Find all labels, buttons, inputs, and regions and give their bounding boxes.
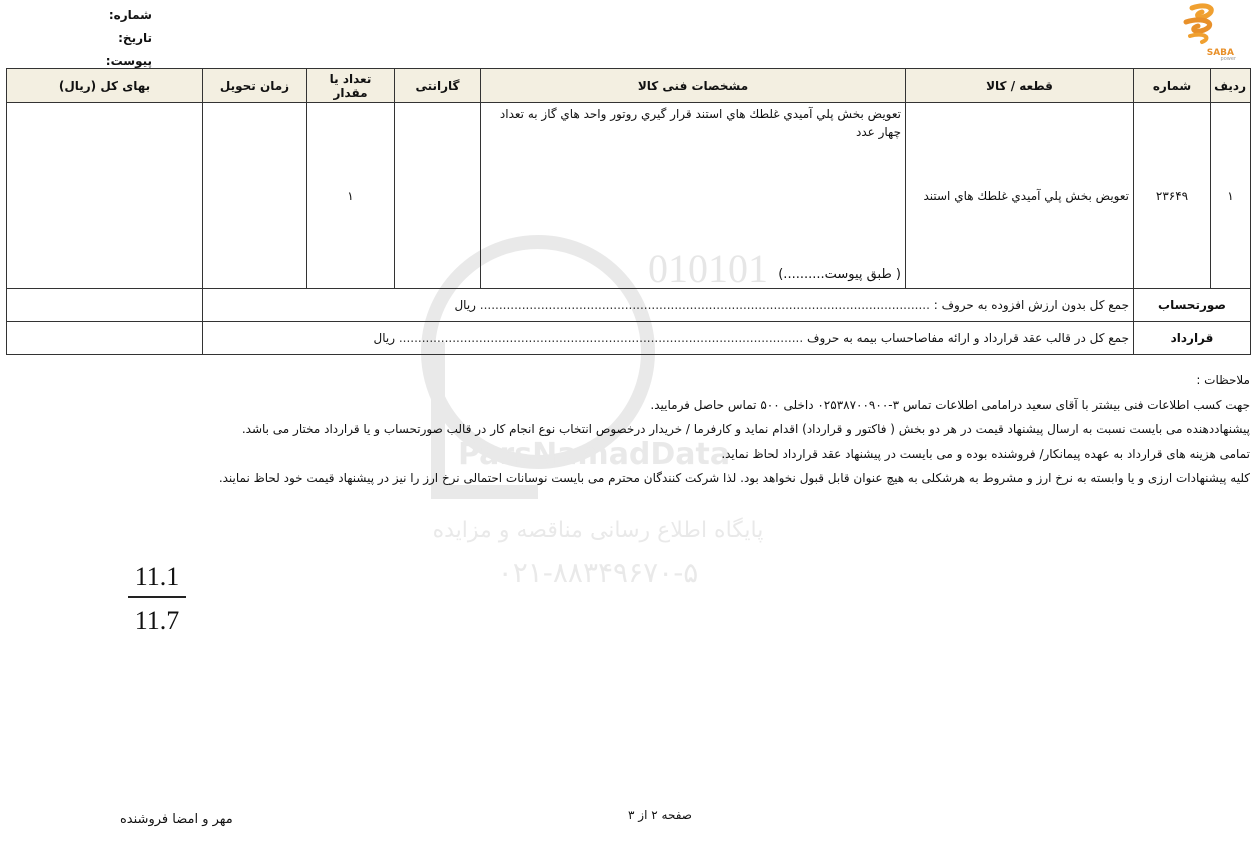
invoice-text: جمع کل بدون ارزش افزوده به حروف : bbox=[933, 298, 1129, 312]
seller-signature-label: مهر و امضا فروشنده bbox=[120, 812, 233, 827]
date-label: تاریخ: bbox=[118, 31, 152, 45]
table-row bbox=[7, 103, 1251, 289]
col-header-warranty: گارانتی bbox=[395, 69, 481, 103]
contract-empty-cell bbox=[7, 322, 203, 355]
invoice-dots: ...................................................................................................................... bbox=[479, 298, 930, 312]
row-number: ۱ bbox=[1211, 103, 1251, 289]
note-line: جهت کسب اطلاعات فنی بیشتر با آقای سعید درامامی اطلاعات تماس ۳-۰۲۵۳۸۷۰۰۹۰۰ داخلی ۵۰۰ تماس حاصل فرمایید. bbox=[650, 397, 1250, 412]
notes-section bbox=[14, 368, 1250, 491]
note-line: کلیه پیشنهادات ارزی و یا وابسته به نرخ ارز و مشروط به هرشکلی به هیچ عنوان قابل قبول نخواهد بود. لذا شرکت کنندگان محترم می بایست نوسانات احتمالی نرخ ارز را نیز در پیشنهاد قیمت خود لحاظ نمایند. bbox=[218, 471, 1250, 485]
contract-label: قرارداد bbox=[1134, 322, 1251, 355]
col-header-row-number: ردیف bbox=[1211, 69, 1251, 103]
item-name: تعويض بخش پلي آميدي غلطك هاي استند bbox=[906, 103, 1134, 289]
item-spec-note: ( طبق پیوست..........) bbox=[778, 267, 901, 282]
item-spec: تعويض بخش پلي آميدي غلطك هاي استند قرار گيري روتور واحد هاي گاز به تعداد چهار عدد bbox=[499, 107, 901, 139]
attachment-label: پیوست: bbox=[105, 54, 152, 68]
col-header-item: قطعه / کالا bbox=[906, 69, 1134, 103]
logo-text: SABA bbox=[1206, 48, 1234, 58]
notes-title: ملاحظات : bbox=[1196, 373, 1250, 387]
document-meta bbox=[92, 4, 152, 73]
logo-mark-icon bbox=[1164, 2, 1238, 48]
table-header-row bbox=[7, 69, 1251, 103]
watermark-brand: ParsNamadData bbox=[458, 437, 731, 472]
number-label: شماره: bbox=[108, 8, 152, 22]
total-price-cell[interactable] bbox=[7, 103, 203, 289]
col-header-quantity: تعداد یا مقدار bbox=[307, 69, 395, 103]
item-code: ۲۳۶۴۹ bbox=[1134, 103, 1211, 289]
contract-unit: ریال bbox=[373, 331, 395, 345]
company-logo bbox=[1164, 2, 1238, 62]
page-number: صفحه ۲ از ۳ bbox=[628, 808, 692, 822]
watermark-line1: پایگاه اطلاع رسانی مناقصه و مزایده bbox=[432, 518, 764, 543]
item-spec-cell bbox=[481, 103, 906, 289]
invoice-text-cell[interactable] bbox=[203, 289, 1134, 322]
delivery-cell[interactable] bbox=[203, 103, 307, 289]
invoice-empty-cell bbox=[7, 289, 203, 322]
fraction-numerator: 11.1 bbox=[128, 562, 186, 598]
handwritten-fraction bbox=[128, 562, 186, 636]
contract-dots: .......................................................................................................... bbox=[398, 331, 804, 345]
contract-text: جمع کل در قالب عقد قرارداد و ارائه مفاصاحساب بیمه به حروف bbox=[807, 331, 1129, 345]
items-table bbox=[6, 68, 1251, 355]
invoice-label: صورتحساب bbox=[1134, 289, 1251, 322]
note-line: پیشنهاددهنده می بایست نسبت به ارسال پیشنهاد قیمت در هر دو بخش ( فاکتور و قرارداد) اقدام نماید و کارفرما / خریدار درخصوص انتخاب نوع انجام کار در قالب صورتحساب و یا قرارداد مختار می باشد. bbox=[241, 422, 1250, 436]
fraction-denominator: 11.7 bbox=[134, 606, 180, 635]
col-header-delivery: زمان تحویل bbox=[203, 69, 307, 103]
contract-text-cell[interactable] bbox=[203, 322, 1134, 355]
quantity-cell: ۱ bbox=[307, 103, 395, 289]
col-header-code: شماره bbox=[1134, 69, 1211, 103]
col-header-total-price: بهای کل (ریال) bbox=[7, 69, 203, 103]
watermark-digits: 010101 bbox=[648, 246, 768, 291]
invoice-unit: ریال bbox=[454, 298, 476, 312]
watermark-phone: ۰۲۱-۸۸۳۴۹۶۷۰-۵ bbox=[497, 556, 699, 589]
invoice-row bbox=[7, 289, 1251, 322]
note-line: تمامی هزینه های قرارداد به عهده پیمانکار/ فروشنده بوده و می بایست در پیشنهاد عقد قرارداد لحاظ نماید. bbox=[721, 446, 1250, 461]
contract-row bbox=[7, 322, 1251, 355]
warranty-cell[interactable] bbox=[395, 103, 481, 289]
logo-subtext: power bbox=[1220, 56, 1236, 62]
col-header-spec: مشخصات فنی کالا bbox=[481, 69, 906, 103]
